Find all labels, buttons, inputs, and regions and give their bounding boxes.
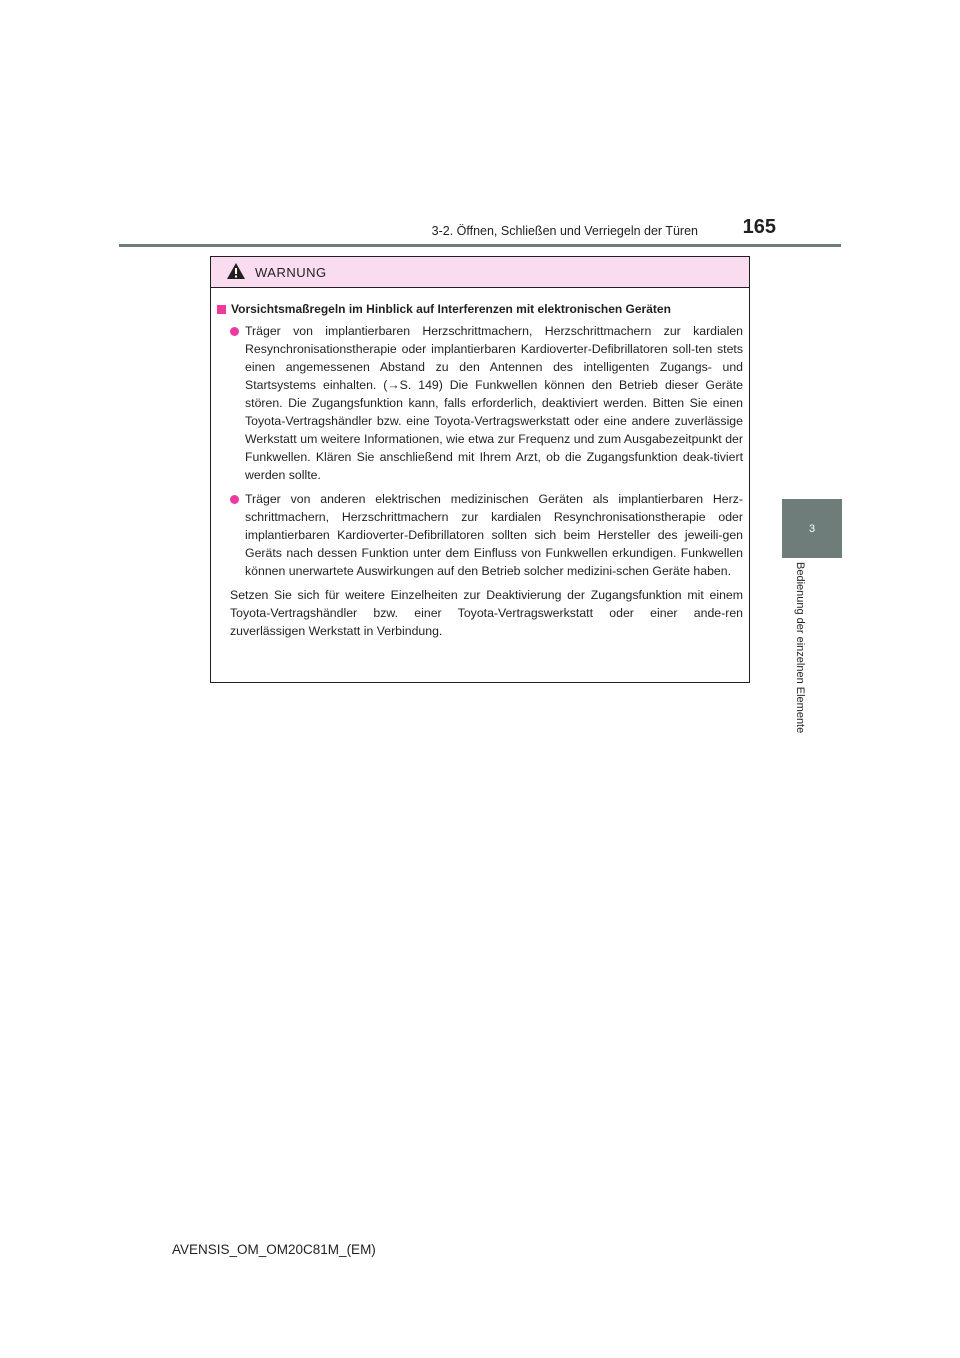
warning-header — [211, 257, 749, 288]
page-number: 165 — [742, 216, 776, 238]
list-item — [230, 322, 743, 484]
chapter-label: Bedienung der einzelnen Elemente — [794, 562, 806, 734]
list-item — [230, 490, 743, 580]
header-rule — [119, 244, 841, 247]
chapter-tab[interactable] — [782, 499, 842, 558]
warning-topic — [217, 301, 743, 318]
warning-title: WARNUNG — [255, 265, 327, 280]
list-item-text: Träger von anderen elektrischen medizinischen Geräten als implantierbaren Herz-schrittmachern, Herzschrittmachern zur kardialen Resynchronisationstherapie oder implantierbaren Kardioverter-Defibrillatoren sollten sich beim Hersteller des jeweili-gen Geräts nach dessen Funktion unter dem Einfluss von Funkwellen erkundigen. Funkwellen können unerwartete Auswirkungen auf den Betrieb solcher medizini-schen Geräte haben. — [245, 492, 743, 578]
warning-closing-paragraph: Setzen Sie sich für weitere Einzelheiten zur Deaktivierung der Zugangsfunktion mit einem Toyota-Vertragshändler bzw. einer Toyota-Vertragswerkstatt oder einer ande-ren zuverlässigen Werkstatt in Verbindung. — [230, 588, 743, 638]
warning-box — [210, 256, 750, 683]
section-title: 3-2. Öffnen, Schließen und Verriegeln der Türen — [431, 224, 698, 238]
list-item-text: Träger von implantierbaren Herzschrittmachern, Herzschrittmachern zur kardialen Resynchronisationstherapie oder implantierbaren Kardioverter-Defibrillatoren soll-ten stets einen angemessenen Abstand zu den Antennen des intelligenten Zugangs- und Startsystems einhalten. (→S. 149) Die Funkwellen können den Betrieb dieser Geräte stören. Die Zugangsfunktion kann, falls erforderlich, deaktiviert werden. Bitten Sie einen Toyota-Vertragshändler bzw. eine Toyota-Vertragswerkstatt oder eine andere zuverlässige Werkstatt um weitere Informationen, wie etwa zur Frequenz und zum Ausgabezeitpunkt der Funkwellen. Klären Sie anschließend mit Ihrem Arzt, ob die Zugangsfunktion deak-tiviert werden sollte. — [245, 324, 743, 482]
warning-topic-text: Vorsichtsmaßregeln im Hinblick auf Interferenzen mit elektronischen Geräten — [231, 302, 671, 316]
warning-triangle-icon — [226, 262, 246, 280]
document-code: AVENSIS_OM_OM20C81M_(EM) — [172, 1242, 376, 1257]
warning-body — [211, 288, 749, 640]
square-bullet-icon — [217, 305, 226, 314]
round-bullet-icon — [230, 495, 239, 504]
round-bullet-icon — [230, 327, 239, 336]
chapter-number: 3 — [808, 523, 816, 535]
